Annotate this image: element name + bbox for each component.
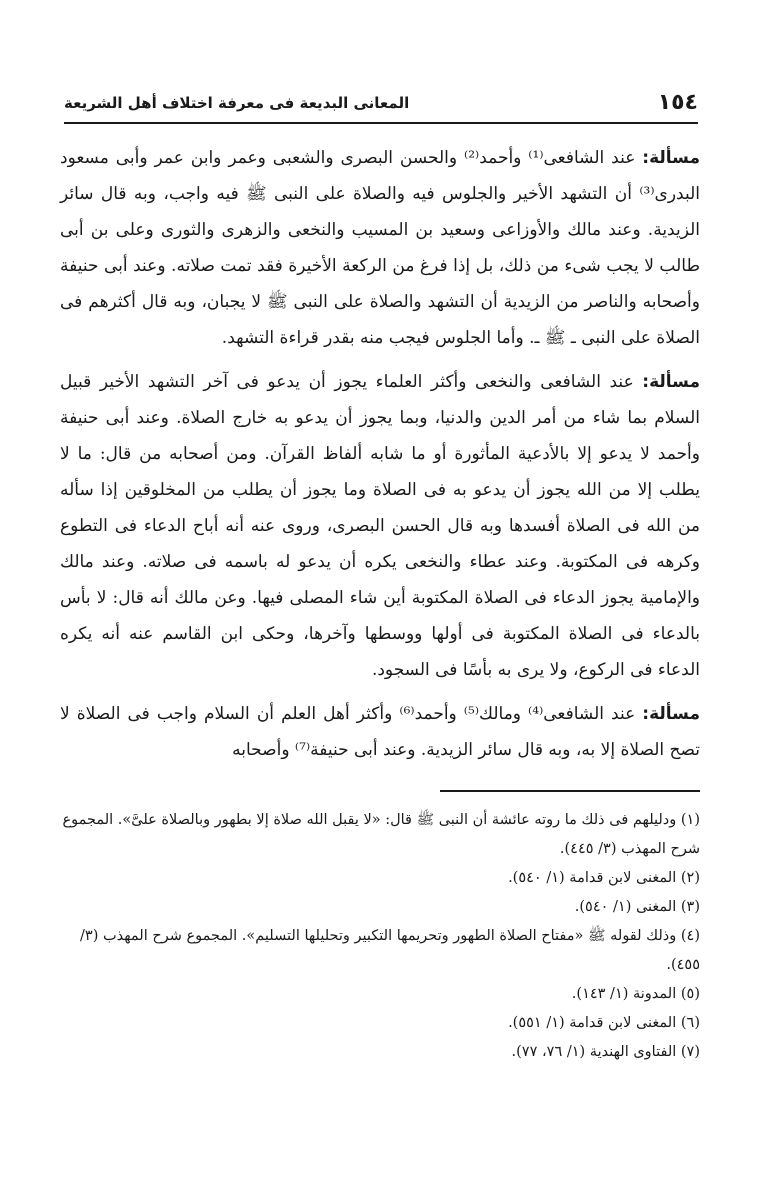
paragraph (60, 364, 700, 688)
footnotes (60, 806, 700, 1067)
question-label: مسألة: (642, 148, 700, 168)
footnote: (٢) المغنى لابن قدامة (١/ ٥٤٠). (508, 870, 700, 886)
page-number: ١٥٤ (657, 90, 698, 115)
page-header (64, 86, 698, 124)
footnote: (١) ودليلهم فى ذلك ما روته عائشة أن النبى ﷺ قال: «لا يقبل الله صلاة إلا بطهور وبالصلاة علىَّ». المجموع شرح المهذب (٣/ ٤٤٥). (62, 812, 700, 857)
paragraph-text: عند الشافعى⁽¹⁾ وأحمد⁽²⁾ والحسن البصرى والشعبى وعمر وابن عمر وأبى مسعود البدرى⁽³⁾ أن التشهد الأخير والجلوس فيه والصلاة على النبى ﷺ فيه واجب، وبه قال سائر الزيدية. وعند مالك والأوزاعى وسعيد بن المسيب والنخعى والزهرى والثورى وعلى بن أبى طالب لا يجب شىء من ذلك، بل إذا فرغ من الركعة الأخيرة فقد تمت صلاته. وعند أبى حنيفة وأصحابه والناصر من الزيدية أن التشهد والصلاة على النبى ﷺ لا يجبان، وبه قال أكثرهم فى الصلاة على النبى ـ ﷺ ـ. وأما الجلوس فيجب منه بقدر قراءة التشهد. (60, 148, 700, 348)
paragraph-text: عند الشافعى والنخعى وأكثر العلماء يجوز أن يدعو فى آخر التشهد الأخير قبيل السلام بما شاء من أمر الدين والدنيا، وبما يجوز أن يدعو به خارج الصلاة. وعند أبى حنيفة وأحمد لا يدعو إلا بالأدعية المأثورة أو ما شابه ألفاظ القرآن. ومن أصحابه من قال: ما لا يطلب إلا من الله يجوز أن يدعو به فى الصلاة وما يجوز أن يطلب من المخلوقين إذا سأله من الله فى الصلاة أفسدها وبه قال الحسن البصرى، وروى عنه أنه أباح الدعاء فى التطوع وكرهه فى المكتوبة. وعند عطاء والنخعى يكره أن يدعو له باسمه فى صلاته. وعند مالك والإمامية يجوز الدعاء فى الصلاة المكتوبة أين شاء المصلى فيها. وعن مالك أنه قال: لا بأس بالدعاء فى الصلاة المكتوبة فى أولها ووسطها وآخرها، وحكى ابن القاسم عنه أنه يكره الدعاء فى الركوع، ولا يرى به بأسًا فى السجود. (60, 372, 700, 680)
paragraph (60, 140, 700, 356)
running-title: المعانى البديعة فى معرفة اختلاف أهل الشريعة (64, 94, 410, 112)
footnote-divider (440, 790, 700, 792)
footnote: (٧) الفتاوى الهندية (١/ ٧٦، ٧٧). (511, 1044, 700, 1060)
footnote: (٤) وذلك لقوله ﷺ «مفتاح الصلاة الطهور وتحريمها التكبير وتحليلها التسليم». المجموع شرح المهذب (٣/ ٤٥٥). (80, 928, 700, 973)
paragraph (60, 696, 700, 768)
footnote: (٣) المغنى (١/ ٥٤٠). (574, 899, 700, 915)
question-label: مسألة: (642, 372, 700, 392)
paragraph-text: عند الشافعى⁽⁴⁾ ومالك⁽⁵⁾ وأحمد⁽⁶⁾ وأكثر أهل العلم أن السلام واجب فى الصلاة لا تصح الصلاة إلا به، وبه قال سائر الزيدية. وعند أبى حنيفة⁽⁷⁾ وأصحابه (60, 704, 700, 760)
question-label: مسألة: (642, 704, 700, 724)
footnote: (٦) المغنى لابن قدامة (١/ ٥٥١). (508, 1015, 700, 1031)
main-text (60, 140, 700, 776)
footnote: (٥) المدونة (١/ ١٤٣). (571, 986, 700, 1002)
